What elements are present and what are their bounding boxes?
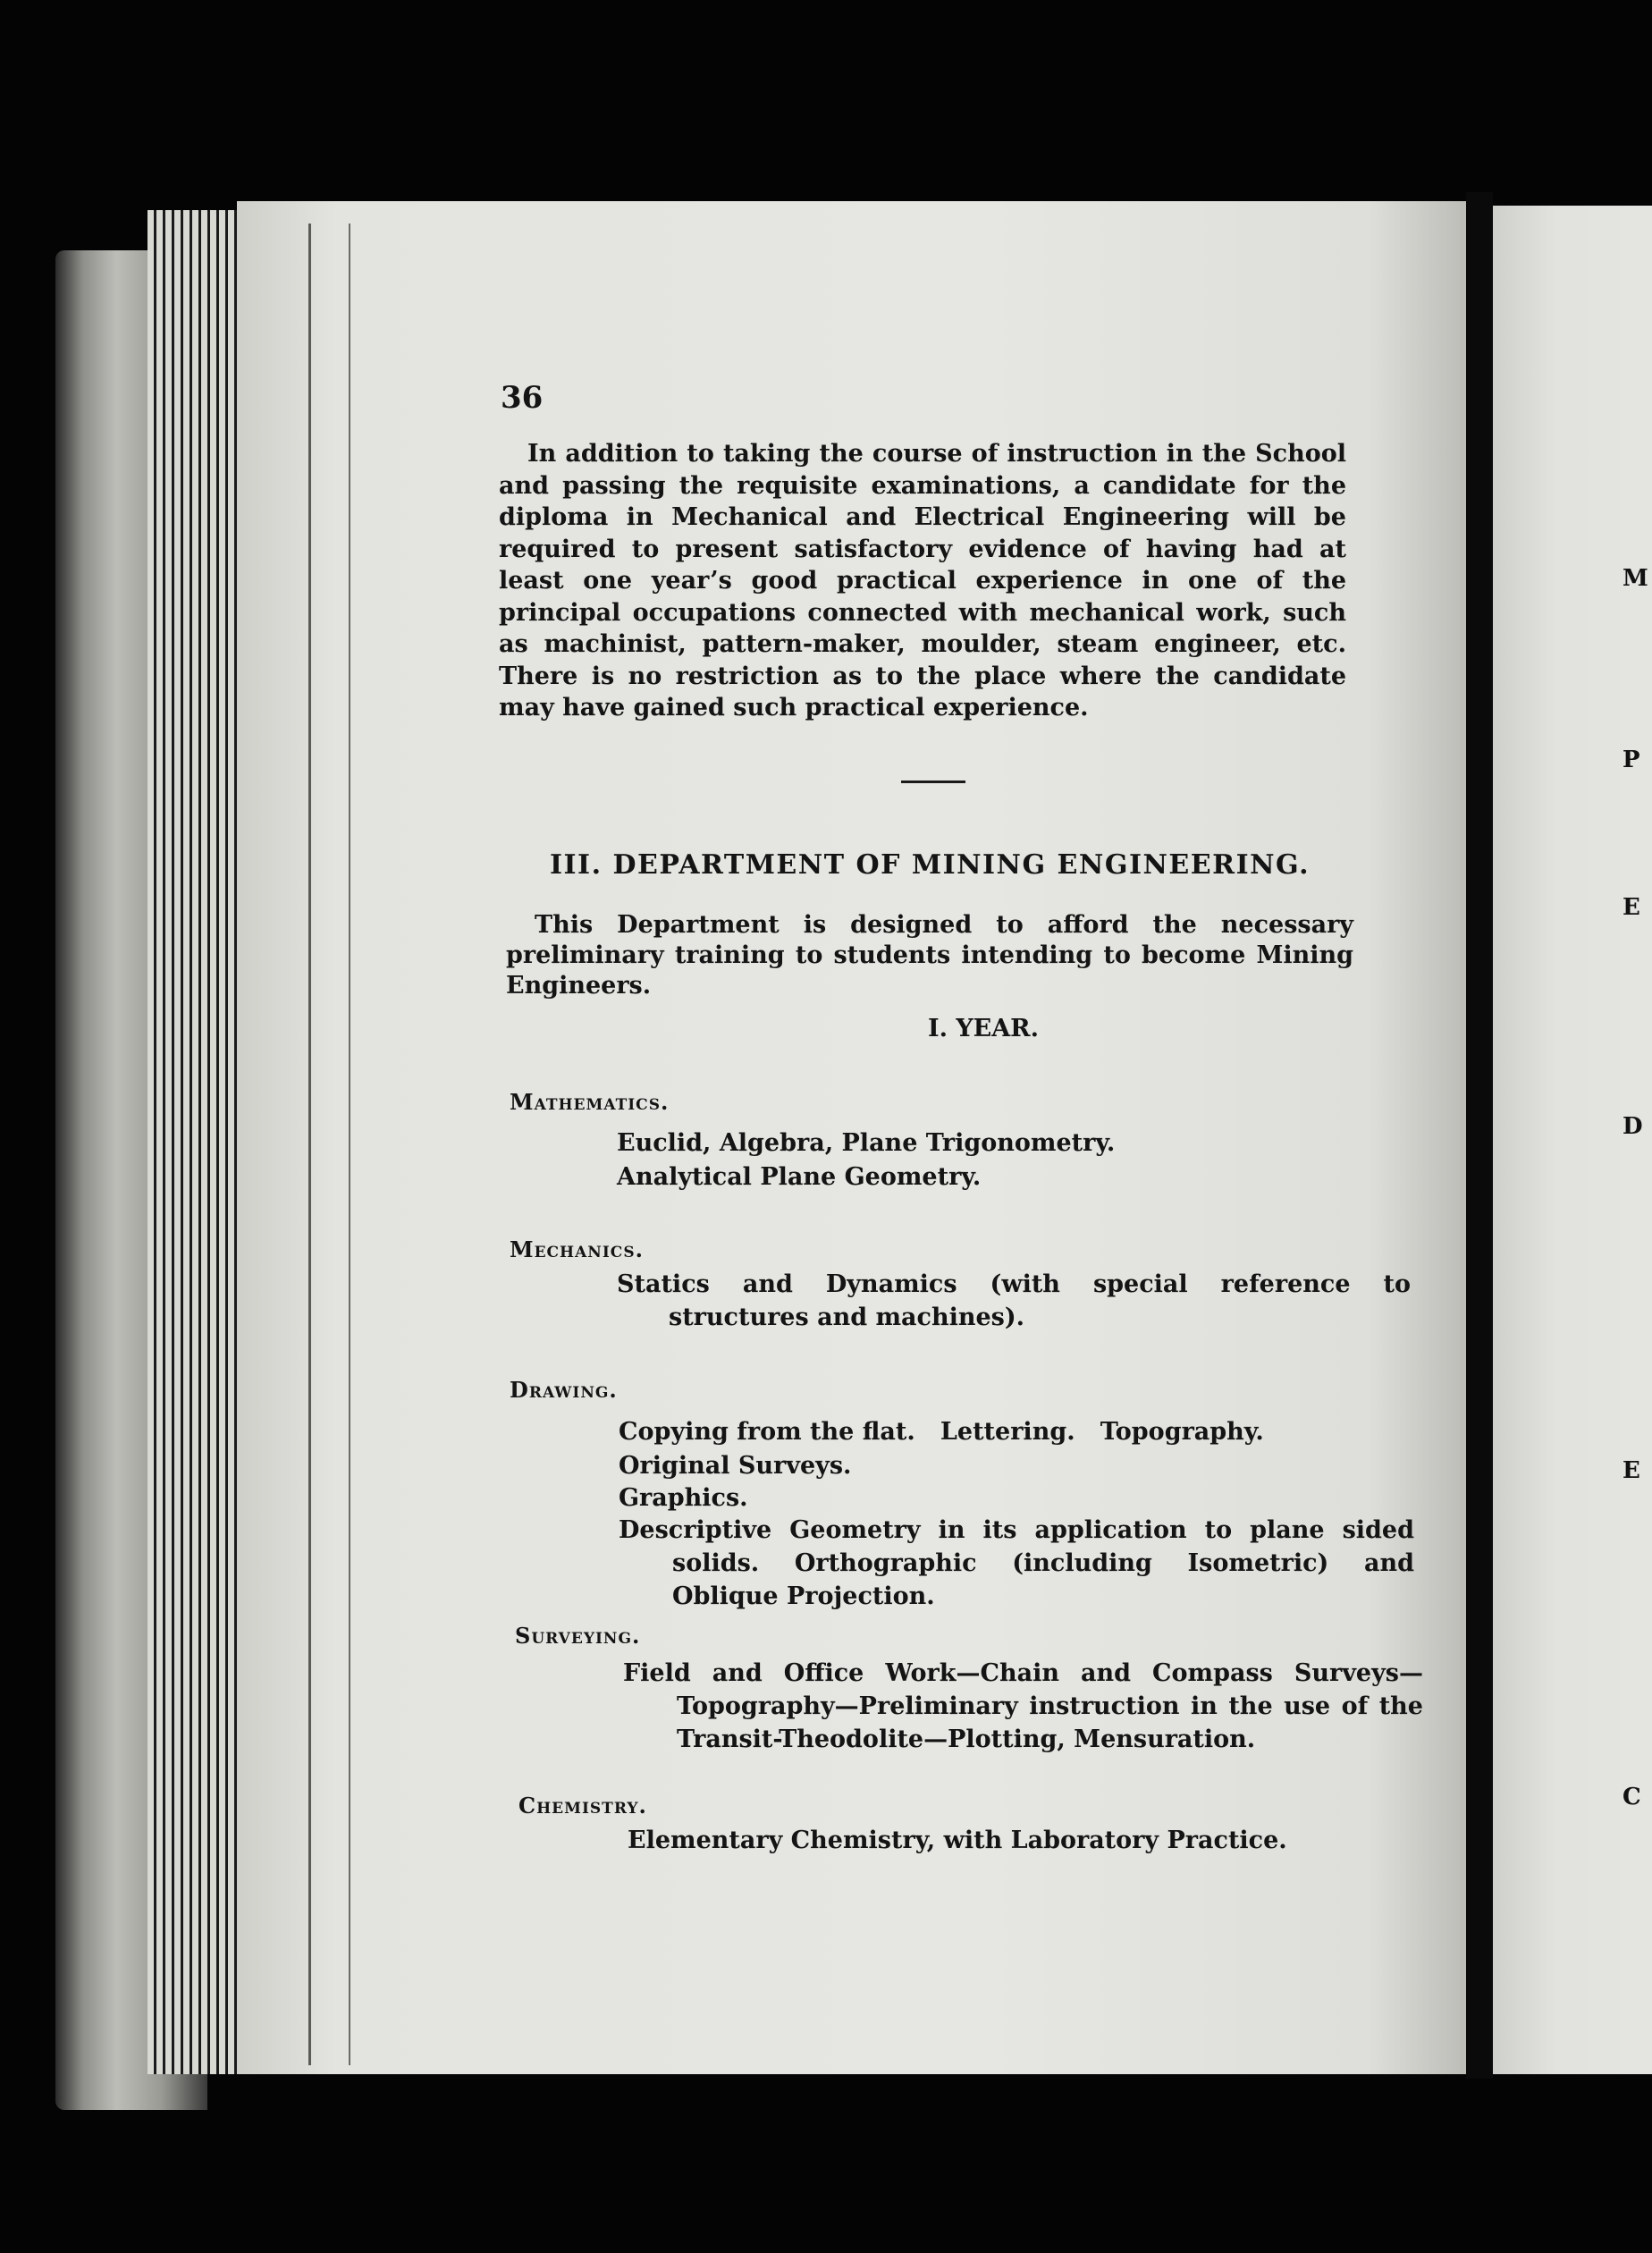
- subject-item: Field and Office Work—Chain and Compass Surveys—Topography—Preliminary instruction in the use of the Transit-Theodolite—Plotting, Mensuration.: [623, 1659, 1423, 1753]
- subject-item: Descriptive Geometry in its application to plane sided solids. Orthographic (including Isometric) and Oblique Projection.: [619, 1516, 1414, 1610]
- facing-page-letter: M: [1622, 565, 1648, 592]
- book-gutter: [1466, 192, 1493, 2079]
- subject-heading-mathematics: Mathematics.: [510, 1089, 670, 1115]
- intro-paragraph: In addition to taking the course of instruction in the School and passing the requisite examinations, a candidate for the diploma in Mechanical and Electrical Engineering will be required to present satisfactory evidence of having had at least one year’s good practical experience in one of the principal occupations connected with mechanical work, such as machinist, pattern-maker, moulder, steam engineer, etc. There is no restriction as to the place where the candidate may have gained such practical experience.: [499, 440, 1346, 721]
- subject-heading-surveying: Surveying.: [515, 1623, 641, 1649]
- facing-page-letter: P: [1622, 747, 1640, 773]
- facing-page-letter: D: [1622, 1113, 1643, 1140]
- subject-heading-mechanics: Mechanics.: [510, 1236, 644, 1262]
- subject-item: Euclid, Algebra, Plane Trigonometry.: [617, 1129, 1116, 1157]
- section-divider: [901, 781, 965, 783]
- subject-item: Original Surveys.: [619, 1452, 852, 1480]
- page-number: 36: [501, 380, 544, 416]
- facing-page-letter: C: [1622, 1784, 1641, 1810]
- facing-page-letter: E: [1622, 1457, 1640, 1484]
- page-margin-rule: [308, 224, 311, 2065]
- department-intro: This Department is designed to afford the necessary preliminary training to students intending to become Mining Engineers.: [506, 911, 1353, 1000]
- subject-heading-chemistry: Chemistry.: [518, 1793, 647, 1818]
- facing-page-letter: E: [1622, 894, 1640, 921]
- year-heading: I. YEAR.: [927, 1015, 1040, 1042]
- subject-item: Analytical Plane Geometry.: [617, 1163, 982, 1191]
- department-title: III. DEPARTMENT OF MINING ENGINEERING.: [549, 849, 1311, 881]
- subject-heading-drawing: Drawing.: [510, 1377, 618, 1403]
- subject-item: Statics and Dynamics (with special reference to structures and machines).: [617, 1270, 1411, 1331]
- subject-item: Copying from the flat. Lettering. Topography.: [619, 1418, 1264, 1446]
- subject-item: Elementary Chemistry, with Laboratory Practice.: [628, 1827, 1287, 1854]
- subject-item: Graphics.: [619, 1484, 748, 1512]
- page-margin-rule-inner: [349, 224, 350, 2065]
